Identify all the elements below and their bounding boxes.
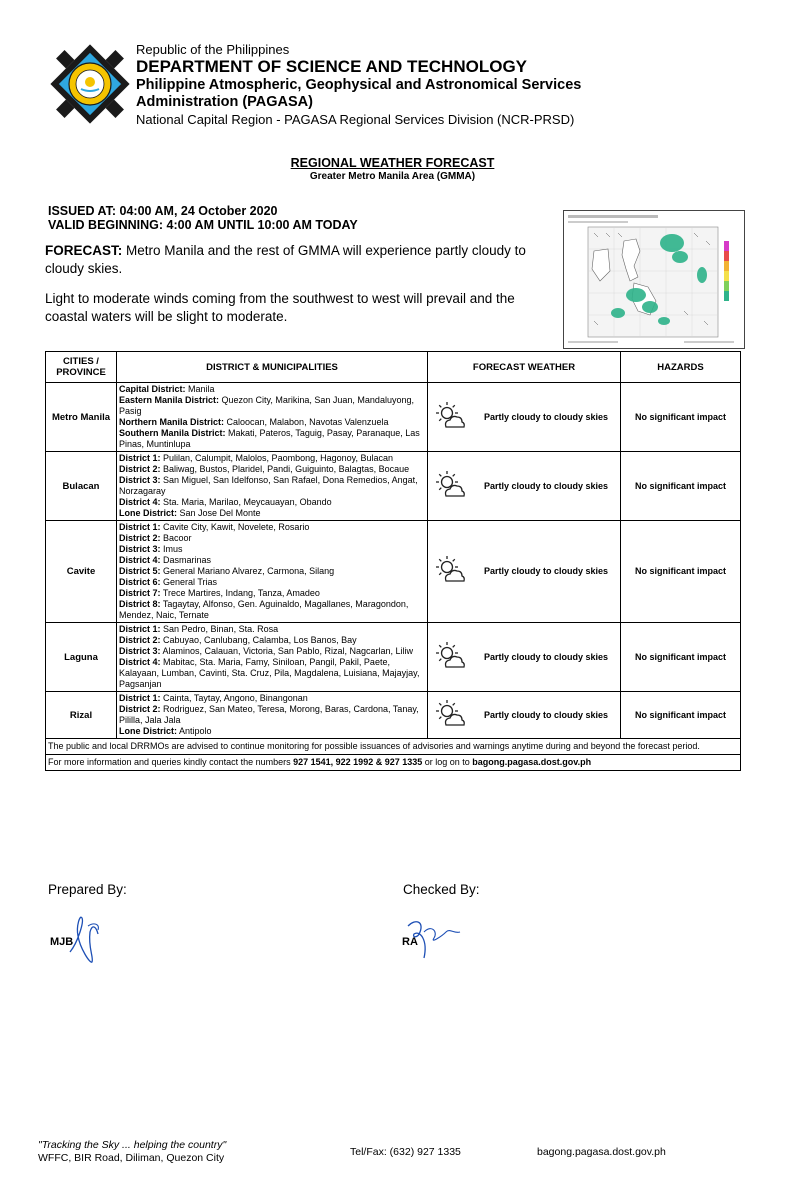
footer-motto: "Tracking the Sky ... helping the country" — [38, 1139, 227, 1151]
district-line — [119, 384, 425, 395]
hazard-cell: No significant impact — [621, 692, 741, 739]
partly-cloudy-icon — [428, 692, 473, 739]
forecast-weather-cell: Partly cloudy to cloudy skies — [472, 623, 621, 692]
district-line — [119, 395, 425, 417]
header-weather: FORECAST WEATHER — [428, 352, 621, 383]
letterhead — [136, 42, 776, 128]
district-municipalities: Cavite City, Kawit, Novelete, Rosario — [160, 522, 310, 532]
agency-name-line1: Philippine Atmospheric, Geophysical and Astronomical Services — [136, 77, 582, 93]
district-line — [119, 522, 425, 533]
district-line — [119, 566, 425, 577]
contact-prefix: For more information and queries kindly contact the numbers — [48, 757, 294, 767]
district-municipalities: Rodriguez, San Mateo, Teresa, Morong, Baras, Cardona, Tanay, Pililla, Jala Jala — [119, 704, 419, 725]
report-subtitle: Greater Metro Manila Area (GMMA) — [309, 171, 476, 182]
forecast-weather-cell: Partly cloudy to cloudy skies — [472, 521, 621, 623]
contact-note — [46, 755, 741, 771]
contact-middle: or log on to — [422, 757, 473, 767]
forecast-weather-cell: Partly cloudy to cloudy skies — [472, 452, 621, 521]
district-cell — [117, 383, 428, 452]
prepared-initials: MJB — [50, 936, 74, 948]
district-label: District 3: — [119, 475, 161, 485]
district-municipalities: Antipolo — [177, 726, 212, 736]
footer-left — [38, 1139, 226, 1165]
table-row — [46, 521, 741, 623]
district-line — [119, 588, 425, 599]
district-municipalities: Baliwag, Bustos, Plaridel, Pandi, Guiguinto, Balagtas, Bocaue — [160, 464, 410, 474]
district-label: District 2: — [119, 464, 161, 474]
district-line — [119, 497, 425, 508]
forecast-weather-cell: Partly cloudy to cloudy skies — [472, 692, 621, 739]
partly-cloudy-icon — [428, 452, 473, 521]
forecast-label: FORECAST: — [45, 243, 123, 258]
district-municipalities: Cainta, Taytay, Angono, Binangonan — [160, 693, 308, 703]
district-line — [119, 726, 425, 737]
district-municipalities: Makati, Pateros, Taguig, Pasay, Paranaque, Las Pinas, Muntinlupa — [119, 428, 420, 449]
district-label: District 2: — [119, 533, 161, 543]
district-municipalities: San Jose Del Monte — [177, 508, 261, 518]
department-name: DEPARTMENT OF SCIENCE AND TECHNOLOGY — [136, 57, 528, 76]
district-label: District 1: — [119, 693, 161, 703]
district-label: District 7: — [119, 588, 161, 598]
hazard-cell: No significant impact — [621, 452, 741, 521]
district-line — [119, 464, 425, 475]
district-label: District 3: — [119, 646, 161, 656]
advisory-row — [46, 739, 741, 755]
issued-at: ISSUED AT: 04:00 AM, 24 October 2020 — [48, 204, 278, 218]
district-cell — [117, 623, 428, 692]
valid-period: VALID BEGINNING: 4:00 AM UNTIL 10:00 AM TODAY — [48, 218, 358, 232]
report-title: REGIONAL WEATHER FORECAST — [290, 156, 495, 170]
header-city: CITIES / PROVINCE — [46, 352, 117, 383]
hazard-cell: No significant impact — [621, 623, 741, 692]
district-line — [119, 508, 425, 519]
agency-name-line2: Administration (PAGASA) — [136, 94, 313, 110]
footer-telfax: Tel/Fax: (632) 927 1335 — [350, 1146, 461, 1158]
district-line — [119, 646, 425, 657]
forecast-summary: Metro Manila and the rest of GMMA will experience partly cloudy to cloudy skies. — [45, 243, 526, 276]
district-municipalities: San Pedro, Binan, Sta. Rosa — [160, 624, 279, 634]
district-municipalities: Tagaytay, Alfonso, Gen. Aguinaldo, Magallanes, Maragondon, Mendez, Naic, Ternate — [119, 599, 409, 620]
district-municipalities: Pulilan, Calumpit, Malolos, Paombong, Hagonoy, Bulacan — [160, 453, 393, 463]
district-label: Northern Manila District: — [119, 417, 225, 427]
district-line — [119, 624, 425, 635]
winds-paragraph: Light to moderate winds coming from the southwest to west will prevail and the coastal waters will be slight to moderate. — [45, 291, 515, 324]
district-label: District 6: — [119, 577, 161, 587]
city-cell: Laguna — [46, 623, 117, 692]
weather-map-image — [563, 210, 745, 349]
partly-cloudy-icon — [428, 623, 473, 692]
forecast-paragraph — [45, 242, 557, 278]
district-municipalities: Sta. Maria, Marilao, Meycauayan, Obando — [160, 497, 332, 507]
district-municipalities: General Mariano Alvarez, Carmona, Silang — [160, 566, 335, 576]
table-row — [46, 383, 741, 452]
district-line — [119, 599, 425, 621]
district-line — [119, 544, 425, 555]
district-line — [119, 577, 425, 588]
district-label: District 3: — [119, 544, 161, 554]
forecast-weather-cell: Partly cloudy to cloudy skies — [472, 383, 621, 452]
district-municipalities: Manila — [185, 384, 215, 394]
table-row — [46, 452, 741, 521]
district-label: District 8: — [119, 599, 161, 609]
district-label: District 4: — [119, 657, 161, 667]
district-line — [119, 417, 425, 428]
checked-by-label: Checked By: — [403, 882, 480, 897]
report-title-block — [0, 156, 785, 183]
district-label: District 1: — [119, 453, 161, 463]
district-label: District 2: — [119, 704, 161, 714]
district-line — [119, 704, 425, 726]
header-hazards: HAZARDS — [621, 352, 741, 383]
table-header-row — [46, 352, 741, 383]
table-body — [46, 383, 741, 739]
district-label: Capital District: — [119, 384, 186, 394]
district-municipalities: Dasmarinas — [160, 555, 212, 565]
advisory-note: The public and local DRRMOs are advised to continue monitoring for possible issuances of advisories and warnings anytime during and beyond the forecast period. — [46, 739, 741, 755]
district-municipalities: Alaminos, Calauan, Victoria, San Pablo, Rizal, Nagcarlan, Liliw — [160, 646, 413, 656]
prepared-by-label: Prepared By: — [48, 882, 127, 897]
hazard-cell: No significant impact — [621, 383, 741, 452]
partly-cloudy-icon — [428, 521, 473, 623]
city-cell: Rizal — [46, 692, 117, 739]
footer-address: WFFC, BIR Road, Diliman, Quezon City — [38, 1152, 225, 1164]
table-row — [46, 692, 741, 739]
district-municipalities: Caloocan, Malabon, Navotas Valenzuela — [224, 417, 389, 427]
district-label: District 1: — [119, 522, 161, 532]
issue-info — [48, 204, 358, 232]
district-label: District 1: — [119, 624, 161, 634]
district-label: District 4: — [119, 555, 161, 565]
district-municipalities: Imus — [160, 544, 183, 554]
district-label: District 5: — [119, 566, 161, 576]
district-cell — [117, 521, 428, 623]
hazard-cell: No significant impact — [621, 521, 741, 623]
district-line — [119, 693, 425, 704]
city-cell: Metro Manila — [46, 383, 117, 452]
district-line — [119, 533, 425, 544]
district-label: District 4: — [119, 497, 161, 507]
district-line — [119, 475, 425, 497]
header-district: DISTRICT & MUNICIPALITIES — [117, 352, 428, 383]
district-line — [119, 555, 425, 566]
district-municipalities: General Trias — [160, 577, 218, 587]
district-municipalities: Trece Martires, Indang, Tanza, Amadeo — [160, 588, 320, 598]
pagasa-logo — [48, 42, 132, 126]
checked-initials: RA — [402, 936, 418, 948]
district-label: Eastern Manila District: — [119, 395, 220, 405]
district-label: District 2: — [119, 635, 161, 645]
city-cell: Cavite — [46, 521, 117, 623]
table-row — [46, 623, 741, 692]
district-municipalities: Bacoor — [160, 533, 192, 543]
republic-label: Republic of the Philippines — [136, 42, 290, 57]
forecast-text — [45, 242, 557, 338]
district-municipalities: Quezon City, Marikina, San Juan, Mandaluyong, Pasig — [119, 395, 414, 416]
district-line — [119, 657, 425, 690]
district-municipalities: Mabitac, Sta. Maria, Famy, Siniloan, Pangil, Pakil, Paete, Kalayaan, Lumban, Cavinti, Sta. Cruz, Pila, Magdalena, Luisiana, Majayjay, Pagsanjan — [119, 657, 420, 689]
district-line — [119, 453, 425, 464]
partly-cloudy-icon — [428, 383, 473, 452]
district-label: Lone District: — [119, 726, 178, 736]
district-municipalities: Cabuyao, Canlubang, Calamba, Los Banos, Bay — [160, 635, 357, 645]
contact-numbers: 927 1541, 922 1992 & 927 1335 — [293, 757, 423, 767]
contact-row — [46, 755, 741, 771]
district-cell — [117, 692, 428, 739]
footer-website: bagong.pagasa.dost.gov.ph — [537, 1146, 666, 1158]
district-label: Southern Manila District: — [119, 428, 226, 438]
district-cell — [117, 452, 428, 521]
city-cell: Bulacan — [46, 452, 117, 521]
district-line — [119, 635, 425, 646]
district-label: Lone District: — [119, 508, 178, 518]
division-name: National Capital Region - PAGASA Regional Services Division (NCR-PRSD) — [136, 112, 575, 127]
contact-url: bagong.pagasa.dost.gov.ph — [472, 757, 592, 767]
district-line — [119, 428, 425, 450]
forecast-table — [45, 351, 741, 771]
district-municipalities: San Miguel, San Idelfonso, San Rafael, Dona Remedios, Angat, Norzagaray — [119, 475, 418, 496]
